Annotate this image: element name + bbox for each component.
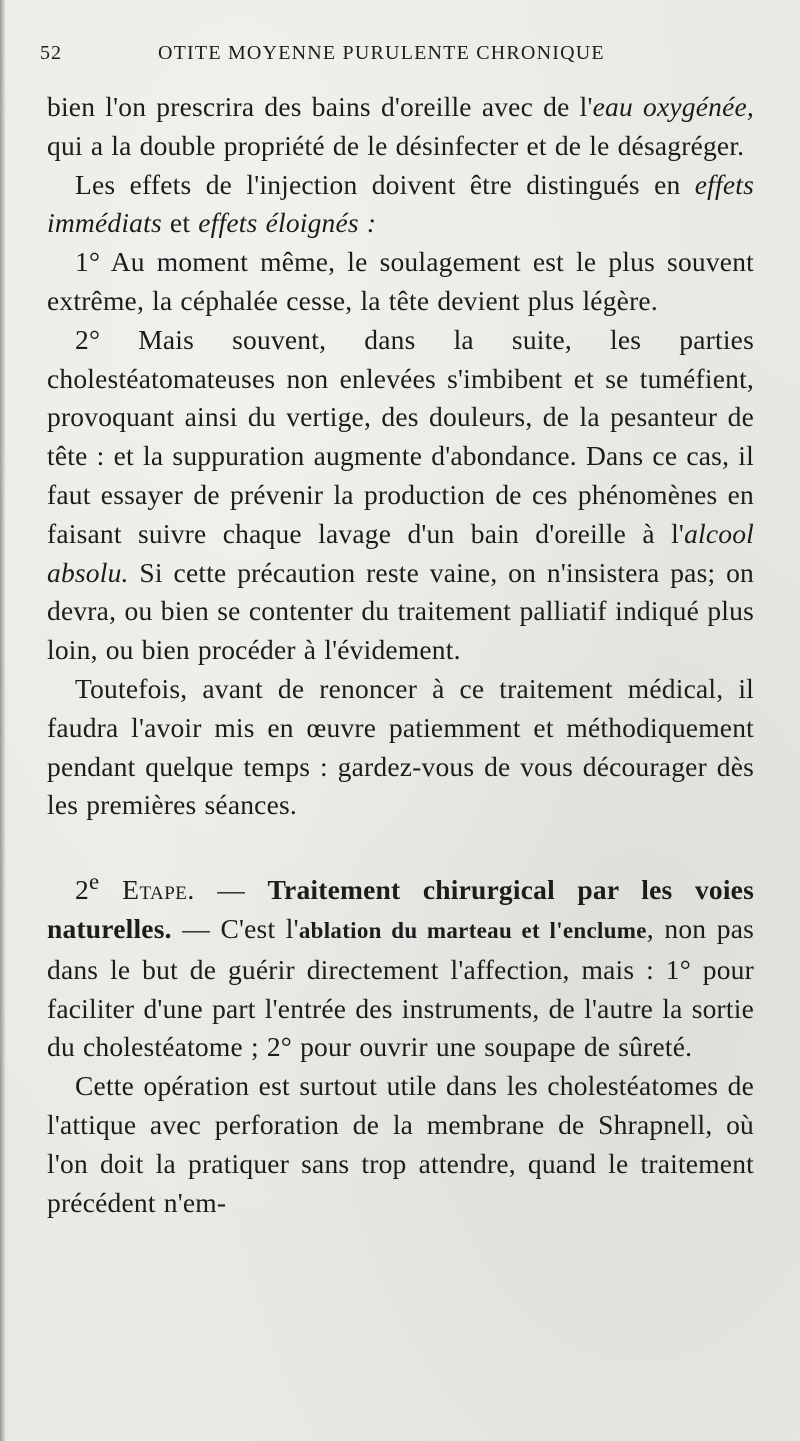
paragraph-1 xyxy=(47,88,754,166)
text-run: bien l'on prescrira des bains d'oreille avec de l' xyxy=(47,91,593,122)
paragraph-6 xyxy=(47,863,754,1067)
text-run: Si cette précaution reste vaine, on n'insistera pas; on devra, ou bien se contenter du traitement palliatif indiqué plus loin, ou bien procéder à l'évidement. xyxy=(47,556,754,666)
running-head xyxy=(40,42,754,70)
italic-term: effets éloignés : xyxy=(198,207,377,239)
text-run: 2° Mais souvent, dans la suite, les parties cholestéatomateuses non enlevées s'imbibent et se tuméfient, provoquant ainsi du vertige, des douleurs, de la pesanteur de tête : et la suppuration augmente d'abondance. Dans ce cas, il faut essayer de prévenir la production de ces phénomènes en faisant suivre chaque lavage d'un bain d'oreille à l' xyxy=(47,323,754,549)
dash: — xyxy=(194,874,268,906)
text-run: Cette opération est surtout utile dans les cholestéatomes de l'attique avec perforation de la membrane de Shrapnell, où l'on doit la pratiquer sans trop attendre, quand le traitement précédent n'em- xyxy=(47,1070,754,1218)
paragraph-7 xyxy=(47,1067,754,1222)
step-number: 2 xyxy=(75,874,89,906)
italic-term: effets immédiats xyxy=(47,168,754,239)
page-edge-shadow xyxy=(0,0,6,1441)
text-run: Les effets de l'injection doivent être distingués en xyxy=(75,168,695,200)
text-run: — C'est l' xyxy=(171,913,299,945)
paragraph-4 xyxy=(47,321,754,670)
page-number: 52 xyxy=(40,42,62,64)
italic-term: alcool absolu. xyxy=(47,517,754,588)
paragraph-2 xyxy=(47,166,754,244)
text-run: et xyxy=(161,207,199,239)
step-label: Etape. xyxy=(99,874,195,906)
bold-term: ablation du marteau et l'enclume xyxy=(298,918,647,944)
running-title: OTITE MOYENNE PURULENTE CHRONIQUE xyxy=(158,42,605,64)
text-run: 1° Au moment même, le soulagement est le plus souvent extrême, la céphalée cesse, la tête devient plus légère. xyxy=(47,246,754,316)
body-text xyxy=(47,88,754,1222)
text-run: , non pas dans le but de guérir directement l'affection, mais : 1° pour faciliter d'une part l'entrée des instruments, de l'autre la sortie du cholestéatome ; 2° pour ouvrir une soupape de sûreté. xyxy=(47,913,755,1063)
text-run: Toutefois, avant de renoncer à ce traitement médical, il faudra l'avoir mis en œuvre patiemment et méthodiquement pendant quelque temps : gardez-vous de vous décourager dès les premières séances. xyxy=(47,672,754,821)
text-run: qui a la double propriété de le désinfecter et de le désagréger. xyxy=(47,129,745,161)
italic-term: eau oxygénée, xyxy=(592,91,754,122)
step-ordinal: e xyxy=(88,869,100,895)
paragraph-3 xyxy=(47,243,754,321)
paragraph-5 xyxy=(47,670,754,825)
section-heading: Traitement chirurgical par les voies naturelles. xyxy=(47,874,754,945)
